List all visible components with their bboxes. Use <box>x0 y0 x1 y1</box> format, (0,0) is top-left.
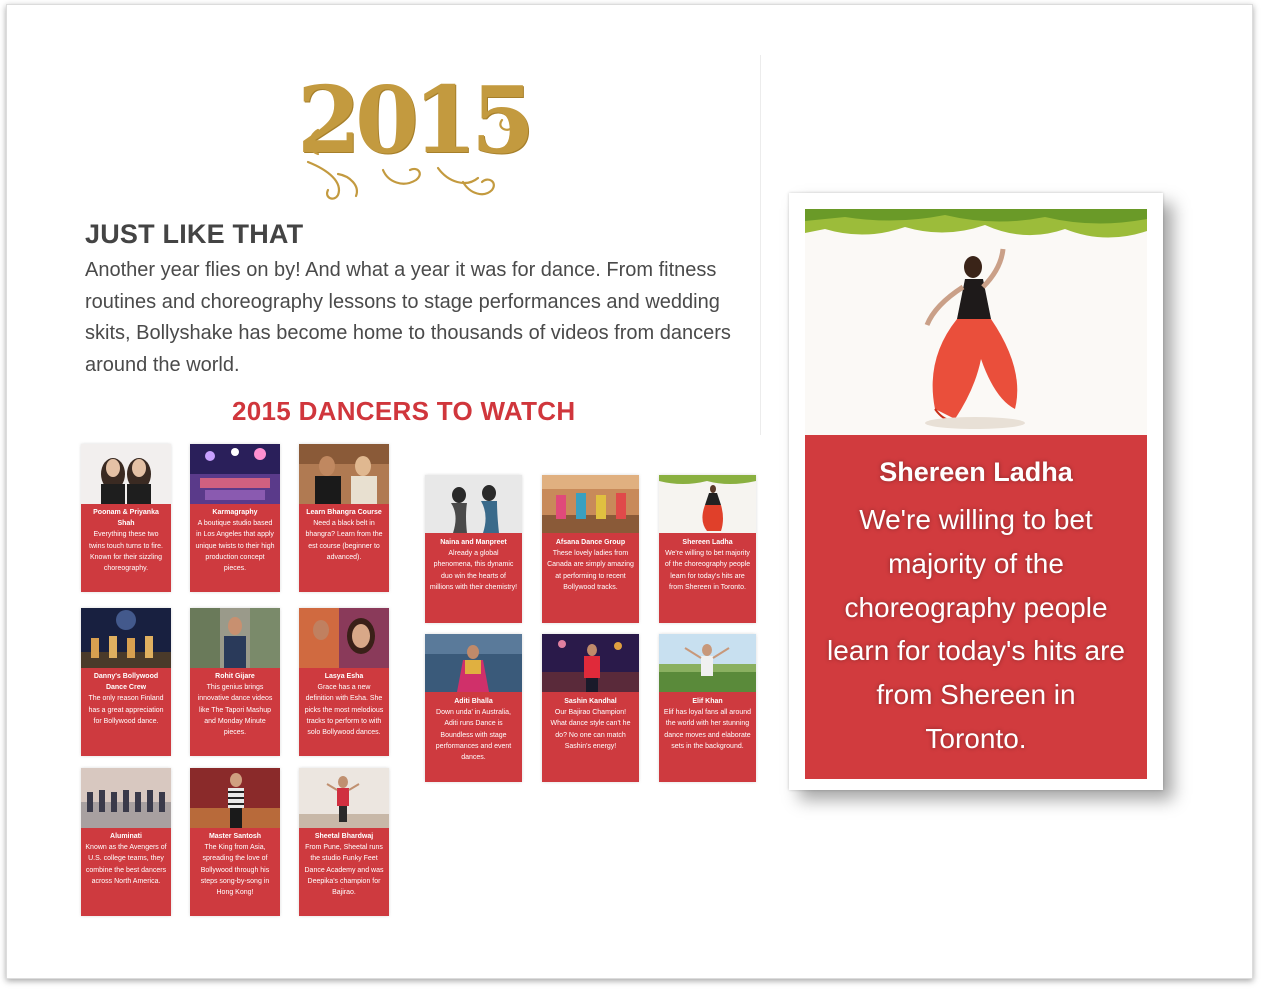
dancer-card[interactable] <box>81 444 171 592</box>
dancer-description: We're willing to bet majority of the choreography people learn for today's hits are from Shereen in Toronto. <box>664 550 751 591</box>
dancer-photo <box>299 768 389 828</box>
featured-dancer-card[interactable] <box>789 193 1163 790</box>
dancer-photo <box>190 444 280 504</box>
dancer-name: Sheetal Bhardwaj <box>314 833 374 840</box>
dancer-card[interactable] <box>299 608 389 756</box>
dancer-photo <box>659 634 756 692</box>
dancer-description: Grace has a new definition with Esha. She picks the most melodious tracks to perform to with solo Bollywood dances. <box>304 684 384 737</box>
dancer-name: Master Santosh <box>208 833 262 840</box>
dancer-card[interactable] <box>190 608 280 756</box>
dancer-photo <box>542 634 639 692</box>
featured-dancer-photo <box>805 209 1147 435</box>
dancer-photo <box>425 475 522 533</box>
dancer-photo <box>299 608 389 668</box>
dancer-photo <box>190 768 280 828</box>
dancer-description: A boutique studio based in Los Angeles that apply unique twists to their high production concept pieces. <box>195 520 275 573</box>
dancer-description: From Pune, Sheetal runs the studio Funky Feet Dance Academy and was Deepika's champion for Bajirao. <box>304 844 384 897</box>
dancer-card[interactable] <box>299 444 389 592</box>
section-heading: 2015 DANCERS TO WATCH <box>232 396 576 426</box>
dancer-description: Down unda' in Australia, Aditi runs Dance is Boundless with stage performances and event dances. <box>435 709 512 762</box>
ornament-swirls <box>288 66 538 205</box>
dancer-description: Everything these two twins touch turns to fire. Known for their sizzling choreography. <box>89 531 163 573</box>
dancer-card[interactable] <box>81 768 171 916</box>
column-divider <box>760 55 761 435</box>
dancer-description: Our Bajirao Champion! What dance style can't he do? No one can match Sashin's energy! <box>550 709 631 750</box>
dancer-photo <box>81 768 171 828</box>
dancer-name: Aditi Bhalla <box>454 698 493 705</box>
dancer-card[interactable] <box>542 475 639 623</box>
dancer-name: Danny's Bollywood Dance Crew <box>93 673 159 692</box>
dancer-card[interactable] <box>425 475 522 623</box>
dancer-description: Known as the Avengers of U.S. college teams, they combine the best dancers across North America. <box>85 844 167 885</box>
dancer-name: Rohit Gijare <box>215 673 255 680</box>
dancer-name: Poonam & Priyanka Shah <box>93 509 159 528</box>
dancer-name: Elif Khan <box>692 698 723 705</box>
article-heading: JUST LIKE THAT <box>85 219 304 249</box>
article-intro: Another year flies on by! And what a year it was for dance. From fitness routines and choreography lessons to stage performances and wedding skits, Bollyshake has become home to thousands of videos from dancers around the world. <box>85 259 731 376</box>
year-logo-text: 2015 <box>296 66 530 174</box>
dancer-card[interactable] <box>190 768 280 916</box>
dancer-card[interactable] <box>425 634 522 782</box>
dancer-photo <box>299 444 389 504</box>
dancer-photo <box>425 634 522 692</box>
dancer-photo <box>81 608 171 668</box>
dancer-description: Already a global phenomena, this dynamic duo win the hearts of millions with their chemistry! <box>429 550 518 591</box>
dancer-name: Learn Bhangra Course <box>306 509 382 516</box>
dancer-card[interactable] <box>299 768 389 916</box>
featured-dancer-description: We're willing to bet majority of the choreography people learn for today's hits are from Shereen in Toronto. <box>827 504 1125 754</box>
dancer-name: Karmagraphy <box>212 509 258 516</box>
dancer-photo <box>81 444 171 504</box>
featured-dancer-panel <box>805 435 1147 779</box>
dancer-name: Sashin Kandhal <box>564 698 617 705</box>
dancer-photo <box>659 475 756 533</box>
dancer-card[interactable] <box>81 608 171 756</box>
dancer-photo <box>190 608 280 668</box>
dancer-description: These lovely ladies from Canada are simply amazing at performing to recent Bollywood tracks. <box>547 550 634 591</box>
featured-dancer-name: Shereen Ladha <box>879 457 1073 487</box>
dancer-description: This genius brings innovative dance videos like The Tapori Mashup and Monday Minute pieces. <box>197 684 273 737</box>
dancer-description: Elif has loyal fans all around the world with her stunning dance moves and elaborate sets in the background. <box>663 709 752 750</box>
dancer-card[interactable] <box>659 634 756 782</box>
dancer-description: The only reason Finland has a great appreciation for Bollywood dance. <box>88 695 164 725</box>
dancer-name: Naina and Manpreet <box>440 539 507 546</box>
dancer-card[interactable] <box>542 634 639 782</box>
dancer-name: Shereen Ladha <box>682 539 733 546</box>
dancer-card[interactable] <box>190 444 280 592</box>
dancer-card[interactable] <box>659 475 756 623</box>
dancer-photo <box>542 475 639 533</box>
year-logo <box>288 66 538 205</box>
dancer-description: Need a black belt in bhangra? Learn from the est course (beginner to advanced). <box>305 520 383 561</box>
dancer-name: Lasya Esha <box>324 673 364 680</box>
dancer-name: Afsana Dance Group <box>555 539 626 546</box>
dancer-name: Aluminati <box>110 833 142 840</box>
dancer-description: The King from Asia, spreading the love of Bollywood through his steps song-by-song in Hong Kong! <box>200 844 270 897</box>
